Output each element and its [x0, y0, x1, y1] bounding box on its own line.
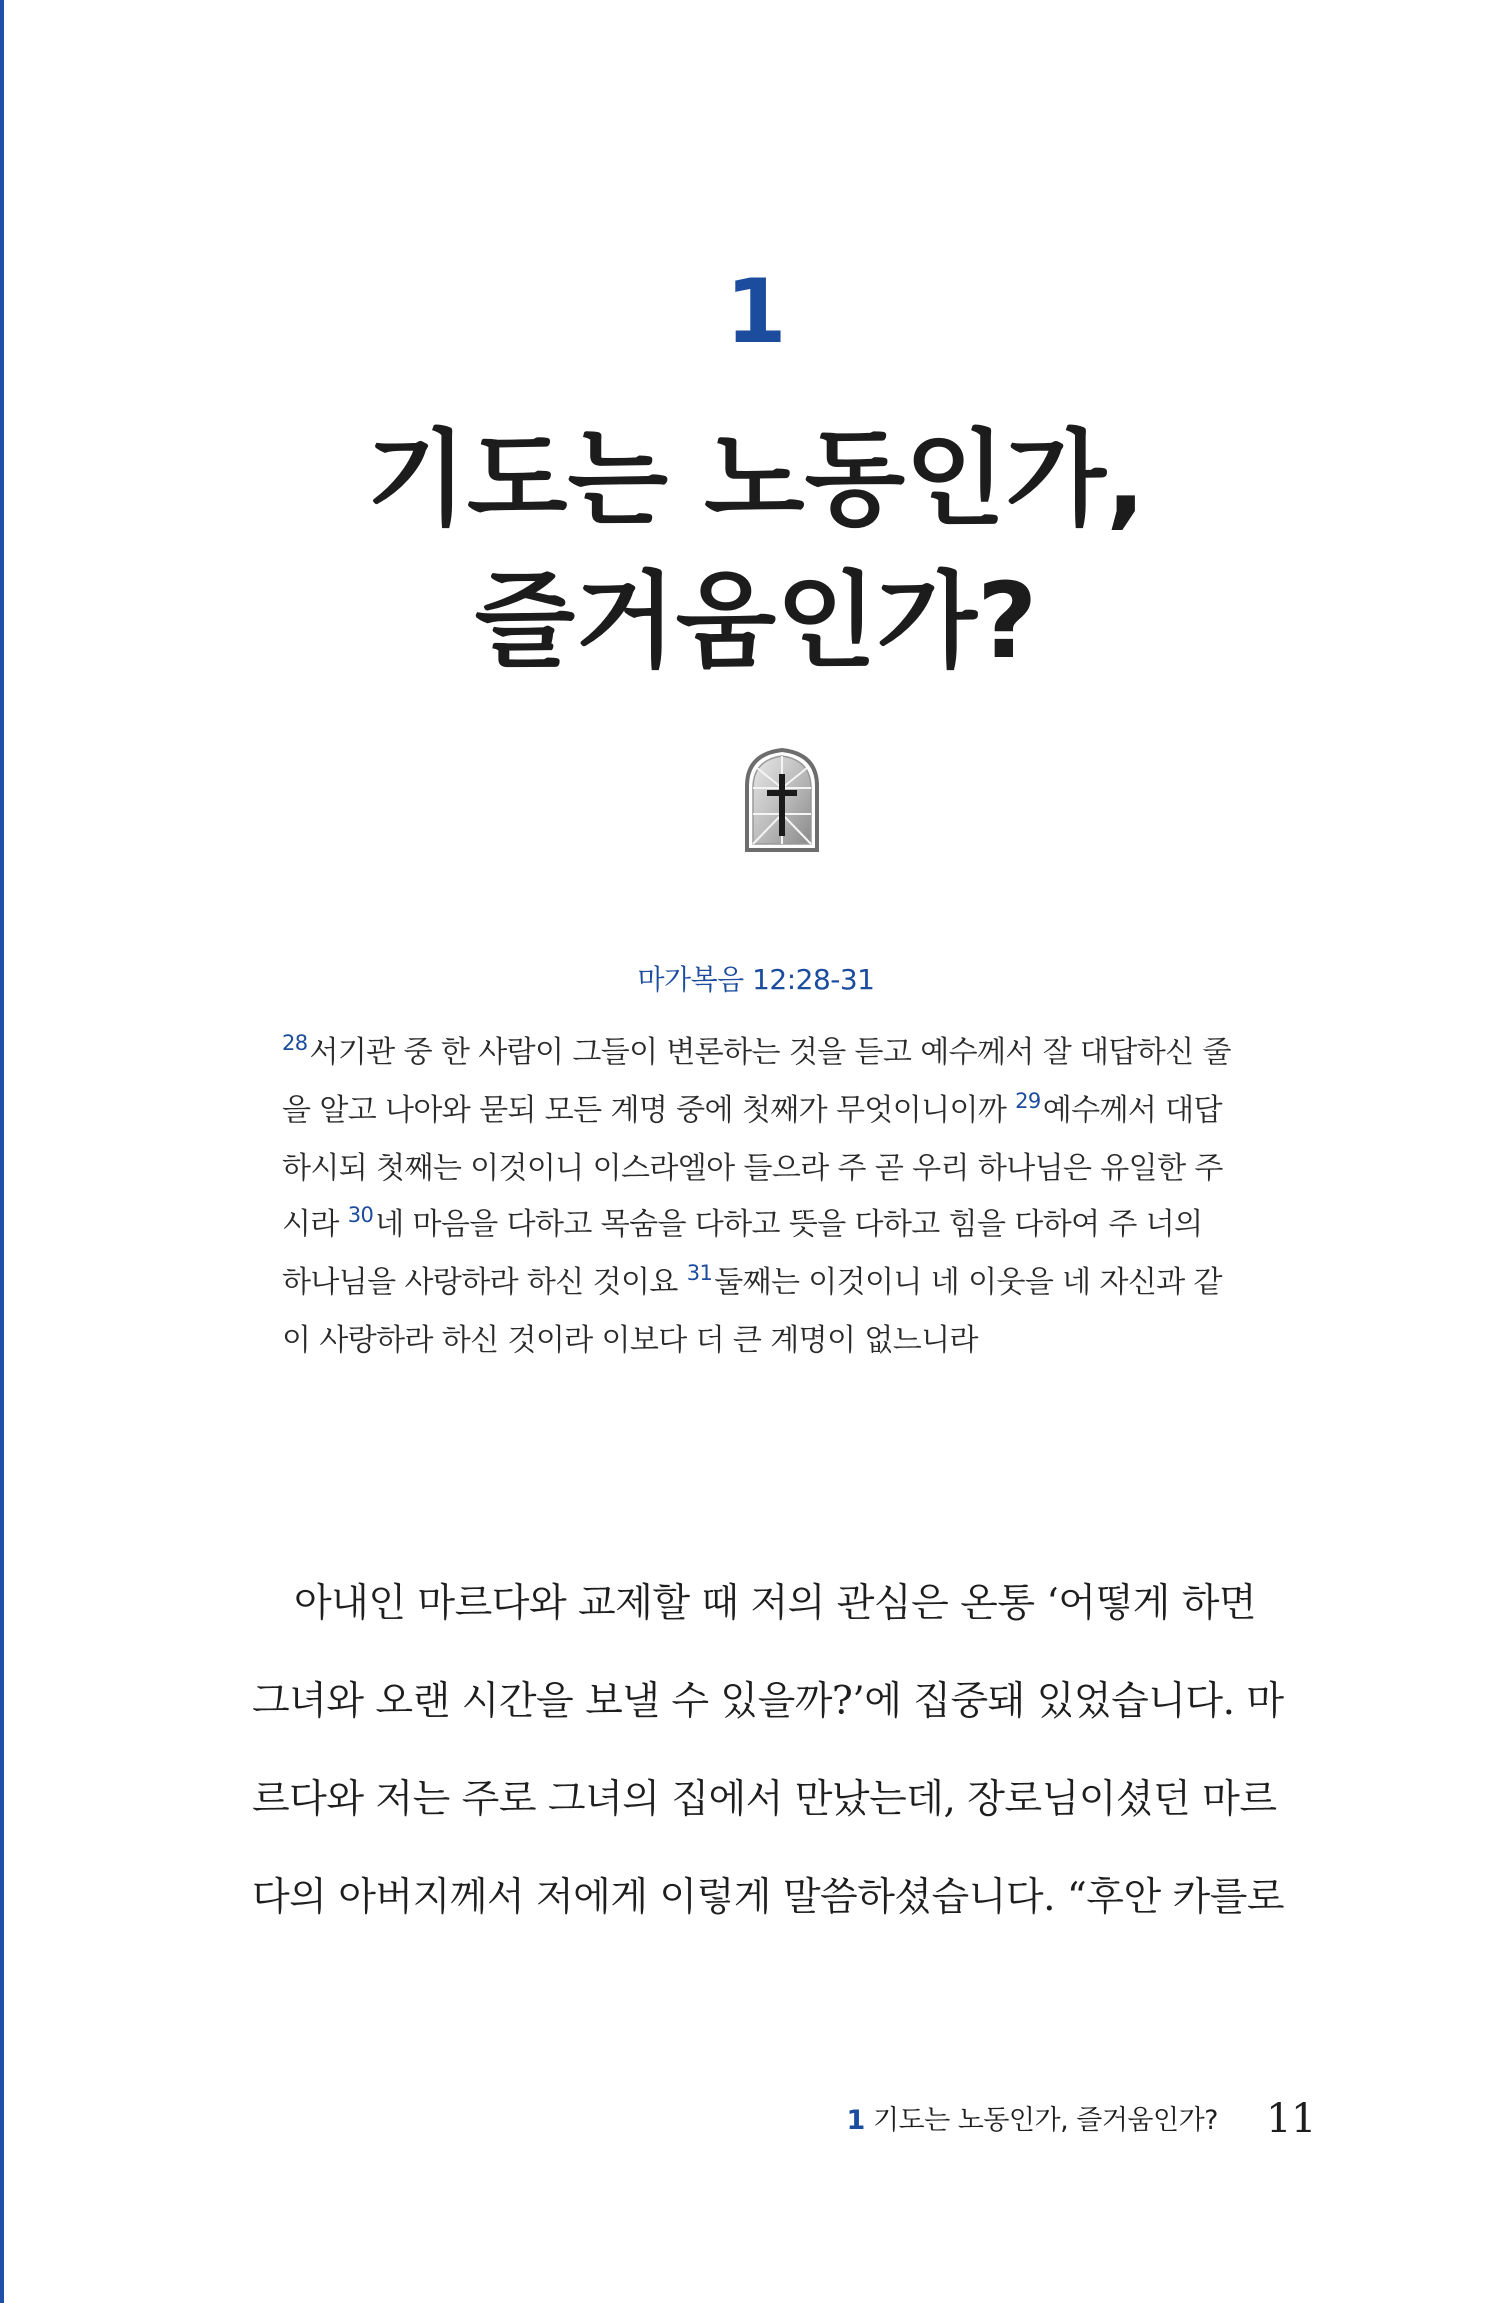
scripture-line — [282, 1255, 1280, 1313]
scripture-text: 네 마음을 다하고 목숨을 다하고 뜻을 다하고 힘을 다하여 주 너의 — [375, 1207, 1203, 1242]
scripture-line — [282, 1083, 1280, 1141]
scripture-text: 이 사랑하라 하신 것이라 이보다 더 큰 계명이 없느니라 — [282, 1323, 978, 1358]
scripture-text: 서기관 중 한 사람이 그들이 변론하는 것을 듣고 예수께서 잘 대답하신 줄 — [309, 1035, 1231, 1070]
chapter-number: 1 — [725, 260, 787, 363]
chapter-title-line-1: 기도는 노동인가, — [366, 418, 1146, 540]
body-line: 아내인 마르다와 교제할 때 저의 관심은 온통 ‘어떻게 하면 — [294, 1581, 1257, 1626]
body-paragraph — [252, 1555, 1312, 1947]
scripture-text: 하나님을 사랑하라 하신 것이요 — [282, 1265, 687, 1300]
scripture-passage — [282, 1025, 1280, 1369]
verse-number: 31 — [686, 1261, 713, 1285]
scripture-line — [282, 1313, 1280, 1369]
footer-chapter-title: 기도는 노동인가, 즐거움인가? — [872, 2105, 1218, 2136]
scripture-text: 하시되 첫째는 이것이니 이스라엘아 들으라 주 곧 우리 하나님은 유일한 주 — [282, 1151, 1223, 1186]
body-line: 르다와 저는 주로 그녀의 집에서 만났는데, 장로님이셨던 마르 — [252, 1777, 1277, 1822]
scripture-line — [282, 1025, 1280, 1083]
verse-number: 30 — [347, 1203, 374, 1227]
scripture-text: 둘째는 이것이니 네 이웃을 네 자신과 같 — [714, 1265, 1222, 1300]
scripture-reference: 마가복음 12:28-31 — [637, 963, 875, 996]
page-number: 11 — [1266, 2096, 1316, 2142]
stained-glass-cross-icon — [743, 748, 821, 852]
footer-chapter-number: 1 — [846, 2105, 865, 2136]
body-line: 그녀와 오랜 시간을 보낼 수 있을까?’에 집중돼 있었습니다. 마 — [252, 1679, 1284, 1724]
verse-number: 28 — [282, 1031, 308, 1055]
chapter-title-line-2: 즐거움인가? — [474, 560, 1038, 682]
scripture-text: 시라 — [282, 1207, 348, 1242]
body-line: 다의 아버지께서 저에게 이렇게 말씀하셨습니다. “후안 카를로 — [252, 1875, 1285, 1920]
scripture-text: 예수께서 대답 — [1042, 1093, 1222, 1128]
page-footer — [847, 2094, 1316, 2146]
verse-number: 29 — [1015, 1089, 1041, 1113]
scripture-line — [282, 1141, 1280, 1197]
scripture-line — [282, 1197, 1280, 1255]
scripture-text: 을 알고 나아와 묻되 모든 계명 중에 첫째가 무엇이니이까 — [282, 1093, 1016, 1128]
chapter-title — [0, 408, 1512, 692]
